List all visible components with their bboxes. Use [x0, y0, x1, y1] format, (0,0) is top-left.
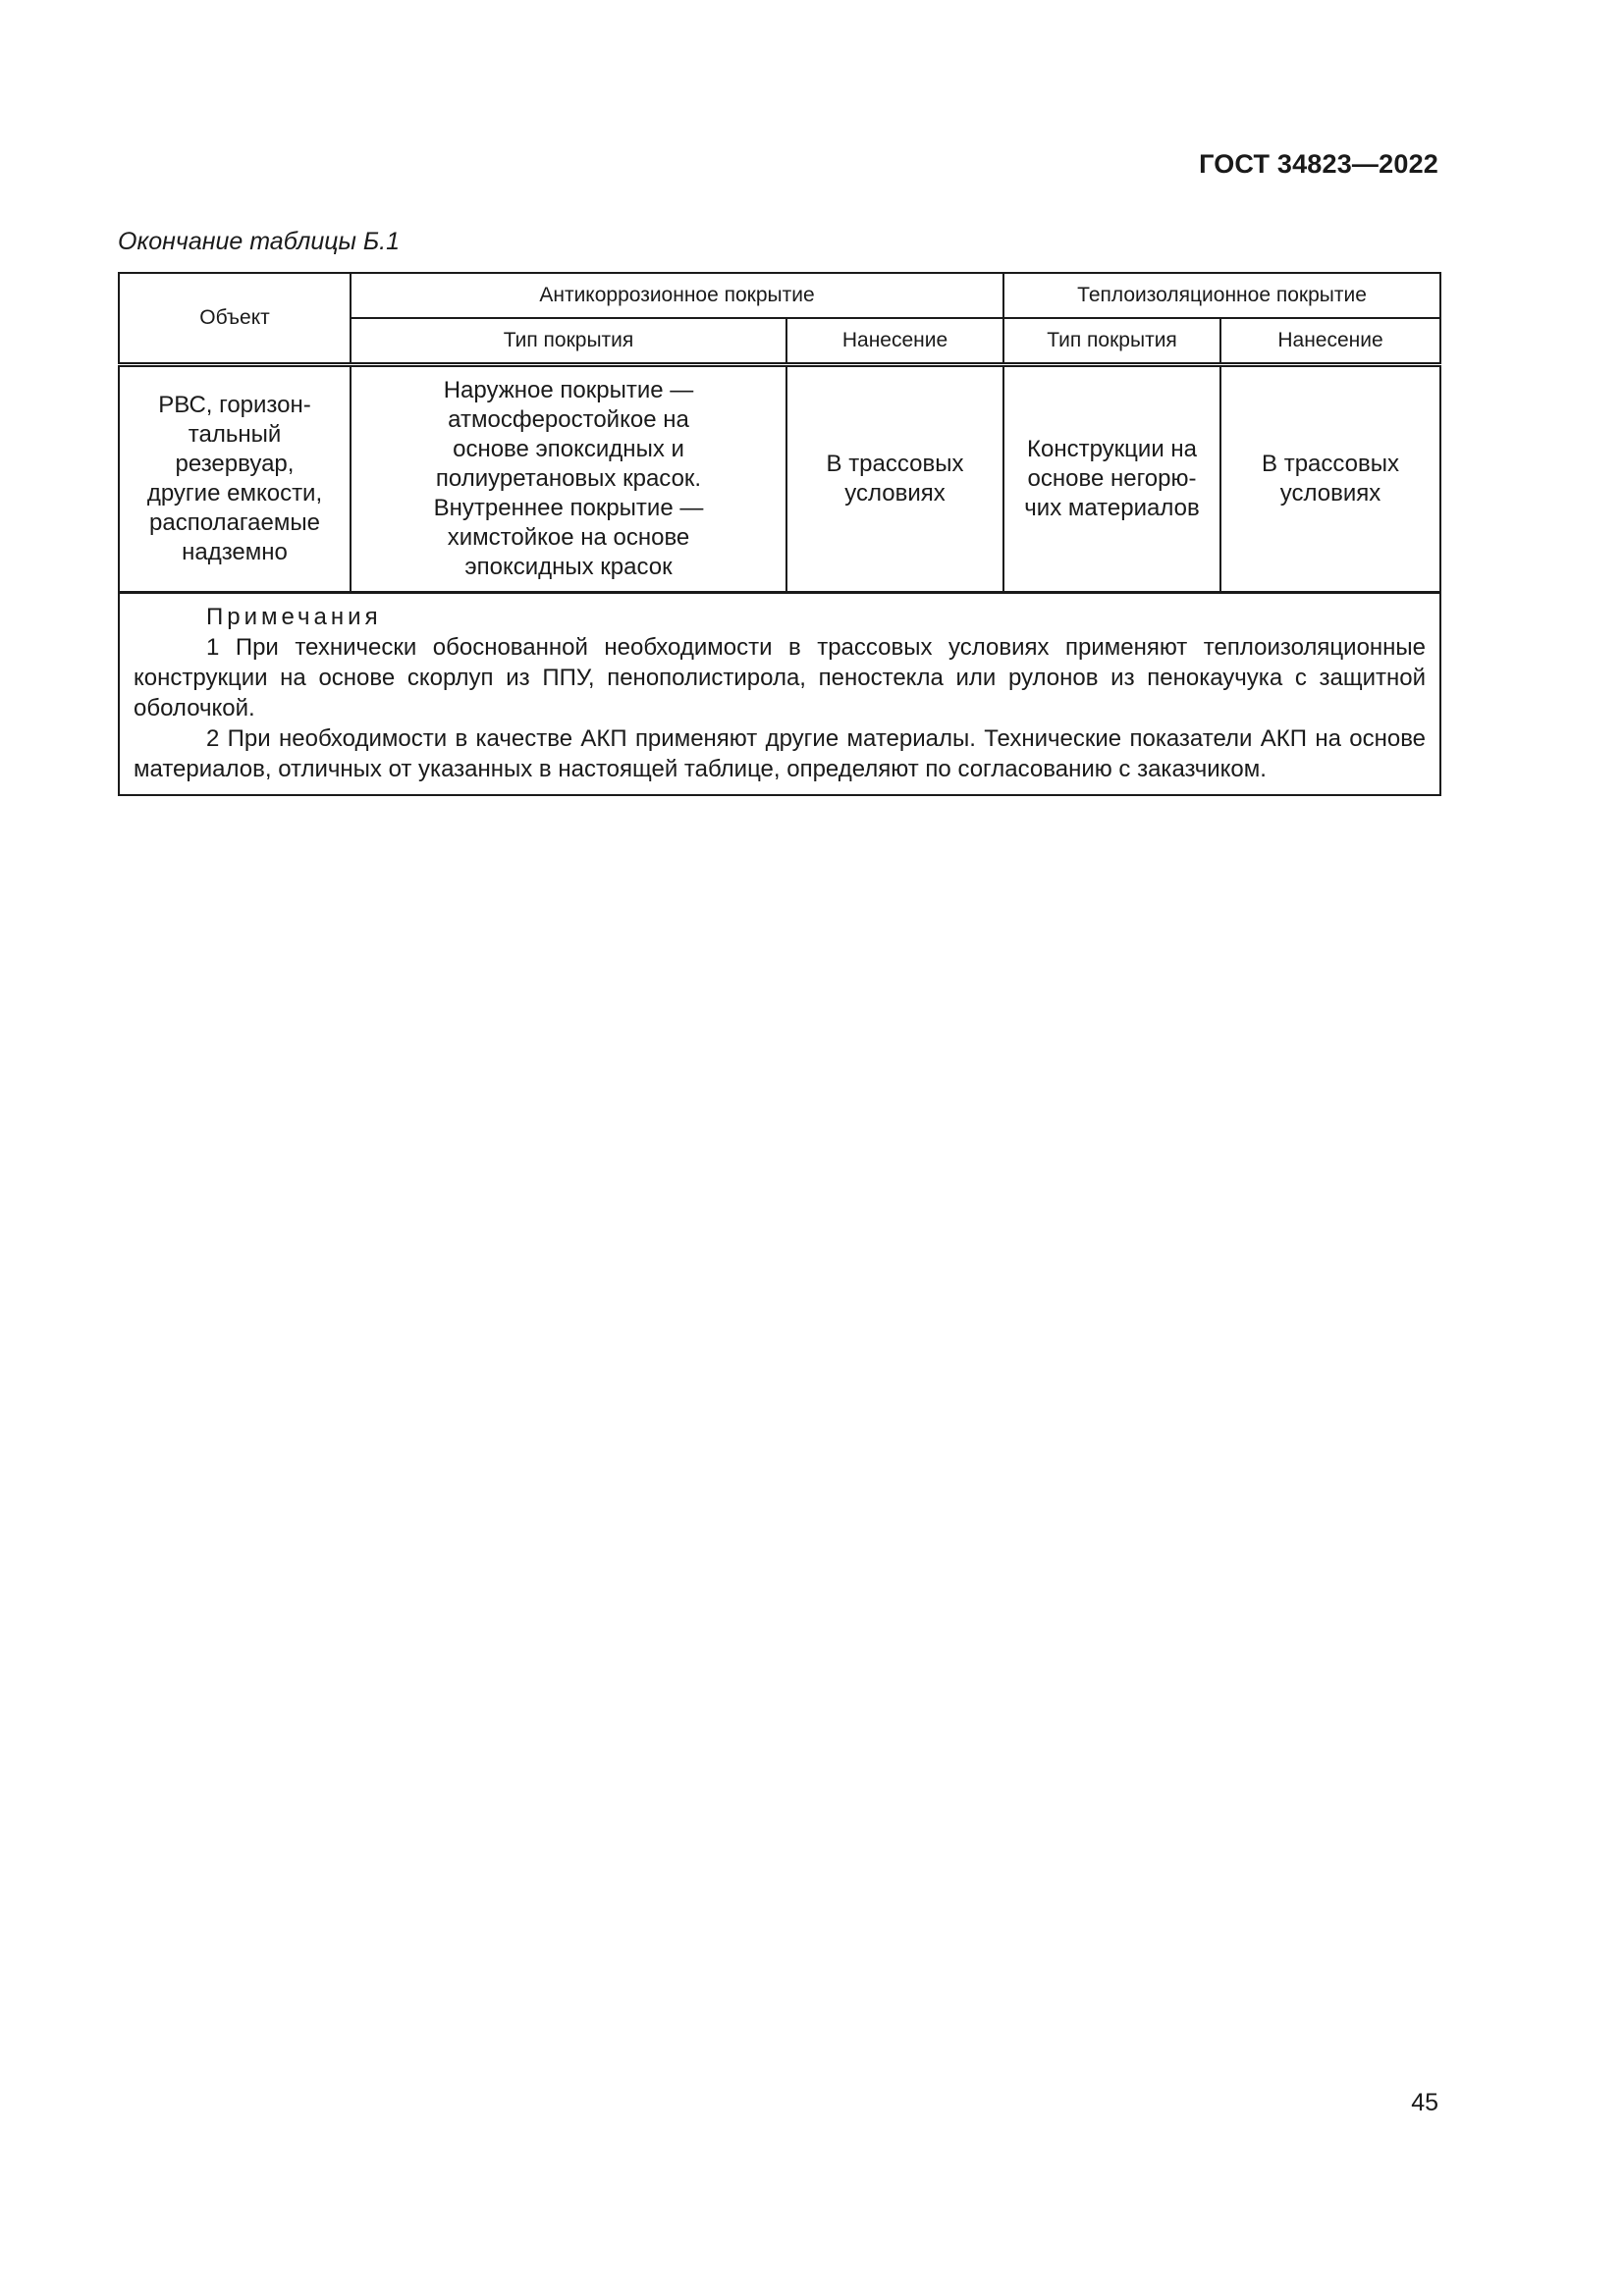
header-object: Объект	[119, 273, 351, 365]
cell-line: полиуретановых красок.	[435, 465, 702, 492]
cell-line: химстойкое на основе	[447, 524, 690, 551]
cell-object	[119, 365, 351, 593]
cell-line: В трассовых	[826, 451, 964, 477]
header-thermal-type: Тип покрытия	[1003, 318, 1220, 365]
cell-line: условиях	[844, 480, 946, 507]
cell-line: Конструкции на	[1027, 436, 1197, 462]
cell-line: располагаемые	[149, 509, 320, 536]
cell-line: другие емкости,	[146, 480, 323, 507]
coating-table	[118, 272, 1441, 796]
cell-line: резервуар,	[175, 451, 295, 477]
table-caption: Окончание таблицы Б.1	[118, 228, 400, 255]
cell-thermal-type	[1003, 365, 1220, 593]
cell-line: основе негорю-	[1027, 465, 1197, 492]
cell-line: РВС, горизон-	[158, 392, 311, 418]
header-thermal-group: Теплоизоляционное покрытие	[1003, 273, 1440, 318]
cell-line: Наружное покрытие —	[443, 377, 694, 403]
notes-row	[119, 593, 1440, 796]
standard-header: ГОСТ 34823—2022	[1199, 149, 1438, 179]
header-anticorrosion-type: Тип покрытия	[351, 318, 786, 365]
page-number: 45	[1411, 2089, 1438, 2116]
notes-cell	[119, 593, 1440, 796]
header-anticorrosion-apply: Нанесение	[786, 318, 1003, 365]
table-header-row	[119, 273, 1440, 318]
cell-line: надземно	[182, 539, 288, 565]
cell-line: основе эпоксидных и	[453, 436, 684, 462]
cell-line: атмосферостойкое на	[448, 406, 689, 433]
cell-anticorrosion-apply	[786, 365, 1003, 593]
cell-thermal-apply	[1220, 365, 1440, 593]
cell-line: Внутреннее покрытие —	[433, 495, 704, 521]
cell-line: эпоксидных красок	[464, 554, 673, 580]
cell-line: В трассовых	[1262, 451, 1400, 477]
cell-line: условиях	[1279, 480, 1381, 507]
table-row	[119, 365, 1440, 593]
note-1: 1 При технически обоснованной необходимости в трассовых условиях применяют теплоизоляционные конструкции на основе скорлуп из ППУ, пенополистирола, пеностекла или рулонов из пенокаучука с защитной оболочкой.	[134, 634, 1427, 721]
header-thermal-apply: Нанесение	[1220, 318, 1440, 365]
notes-title: Примечания	[206, 604, 382, 630]
cell-anticorrosion-type	[351, 365, 786, 593]
note-2: 2 При необходимости в качестве АКП применяют другие материалы. Технические показатели АКП на основе материалов, отличных от указанных в настоящей таблице, определяют по согласованию с заказчиком.	[134, 725, 1427, 782]
header-anticorrosion-group: Антикоррозионное покрытие	[351, 273, 1003, 318]
cell-line: чих материалов	[1024, 495, 1200, 521]
cell-line: тальный	[188, 421, 282, 448]
